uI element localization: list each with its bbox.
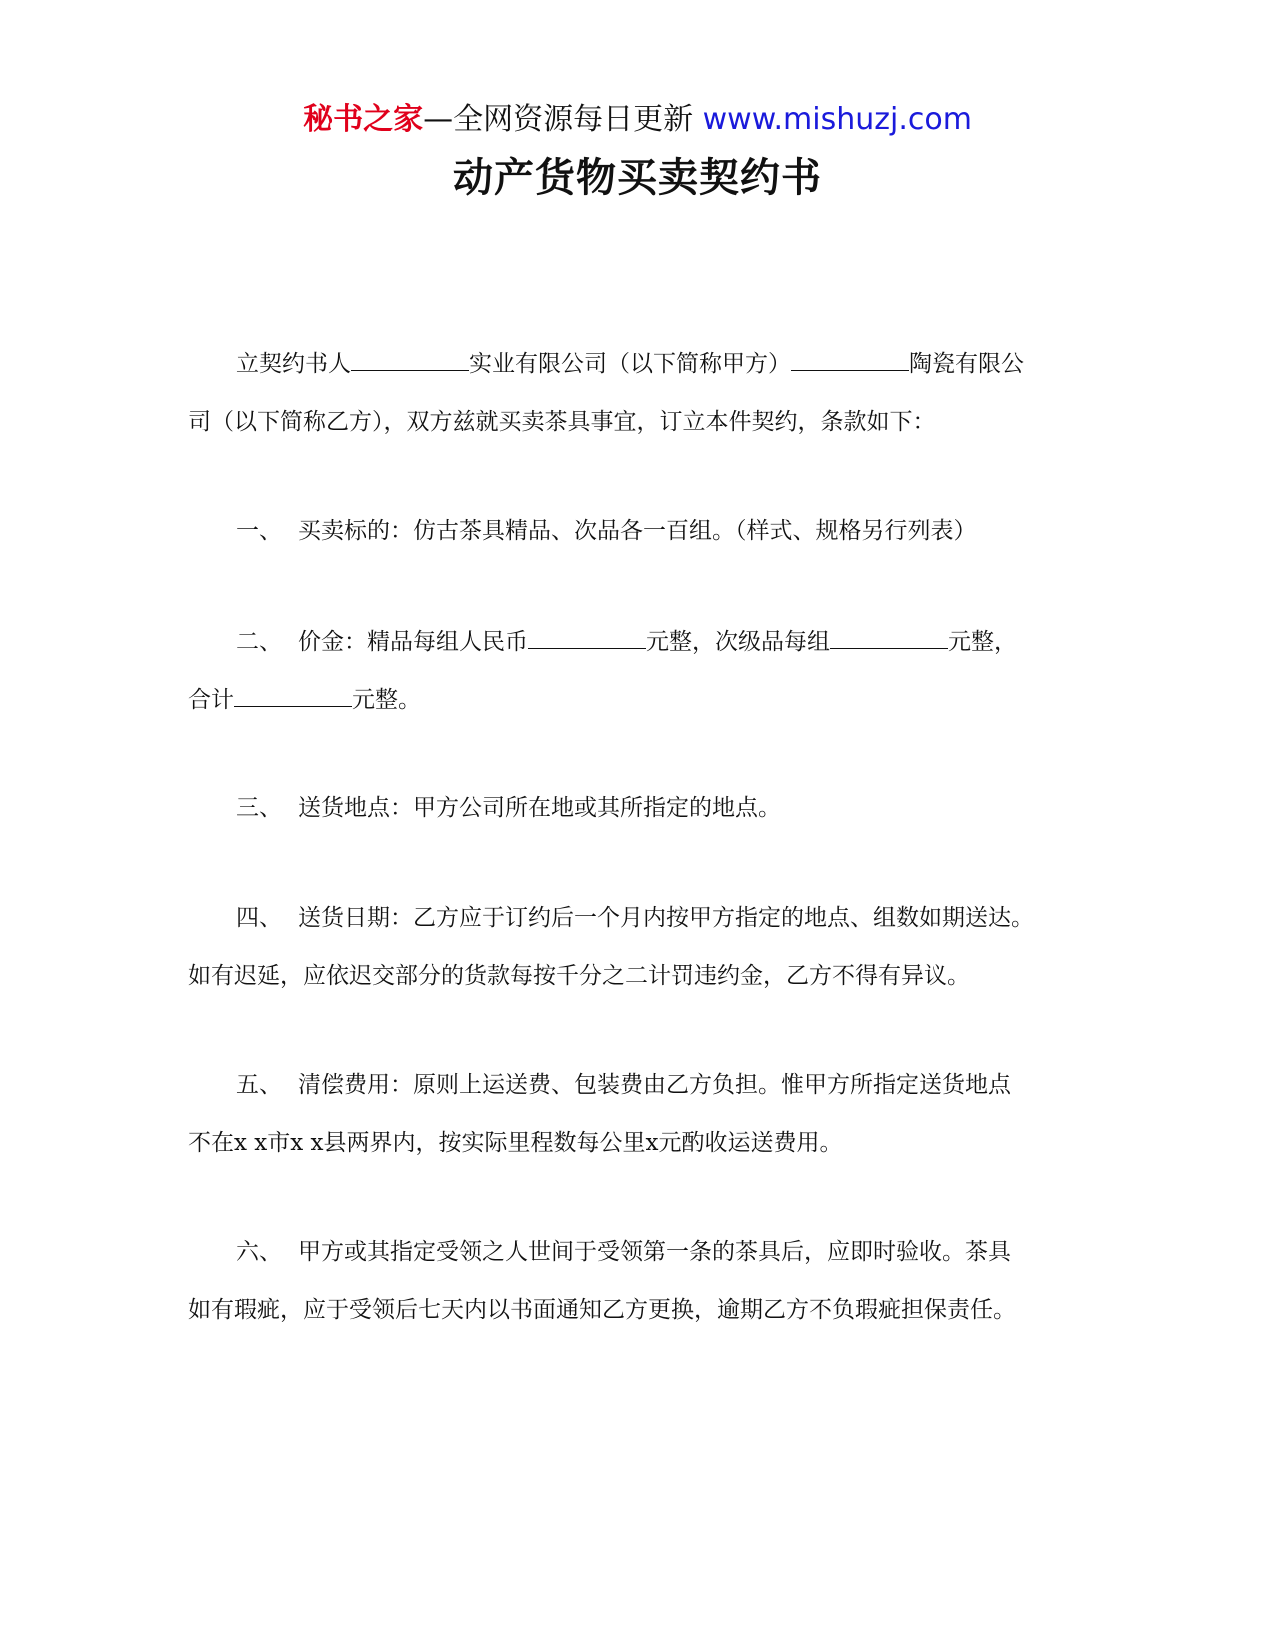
clause-text: 清偿费用：原则上运送费、包装费由乙方负担。惟甲方所指定送货地点 — [298, 1072, 1011, 1098]
clause-3 — [188, 779, 1088, 837]
clause-text: 送货地点：甲方公司所在地或其所指定的地点。 — [298, 795, 781, 821]
clause-4-line-2: 如有迟延，应依迟交部分的货款每按千分之二计罚违约金，乙方不得有异议。 — [188, 963, 970, 989]
intro-paragraph — [188, 335, 1088, 451]
clause-4-line-1 — [188, 889, 1088, 947]
clause-text: 甲方或其指定受领之人世间于受领第一条的茶具后，应即时验收。茶具 — [298, 1239, 1011, 1265]
premium-price-blank — [528, 626, 646, 649]
clause-number: 四、 — [236, 905, 282, 931]
clause-text: 价金：精品每组人民币 — [298, 629, 528, 655]
header-tagline: —全网资源每日更新 — [423, 102, 703, 137]
clause-number: 三、 — [236, 795, 282, 821]
clause-text: 合计 — [188, 687, 234, 713]
clause-6-line-1 — [188, 1223, 1088, 1281]
document-title: 动产货物买卖契约书 — [453, 155, 822, 201]
clause-6-line-2: 如有瑕疵，应于受领后七天内以书面通知乙方更换，逾期乙方不负瑕疵担保责任。 — [188, 1297, 1016, 1323]
party-b-blank — [791, 348, 909, 371]
party-a-blank — [351, 348, 469, 371]
clause-number: 六、 — [236, 1239, 282, 1265]
clause-2-line-2 — [188, 671, 1088, 729]
second-grade-price-blank — [830, 626, 948, 649]
clause-text: 买卖标的：仿古茶具精品、次品各一百组。（样式、规格另行列表） — [298, 518, 977, 544]
clause-5-line-2: 不在x x市x x县两界内，按实际里程数每公里x元酌收运送费用。 — [188, 1130, 843, 1156]
clause-text: 送货日期：乙方应于订约后一个月内按甲方指定的地点、组数如期送达。 — [298, 905, 1034, 931]
clause-2-line-1 — [188, 613, 1088, 671]
brand-name: 秘书之家 — [303, 102, 424, 137]
clause-2 — [188, 613, 1088, 729]
total-price-blank — [234, 684, 352, 707]
clause-5 — [188, 1056, 1088, 1172]
intro-text-1: 立契约书人 — [236, 351, 351, 377]
clause-number: 一、 — [236, 518, 282, 544]
clause-text: 元整， — [948, 629, 1017, 655]
intro-text-2: 实业有限公司（以下简称甲方） — [469, 351, 791, 377]
clause-4 — [188, 889, 1088, 1005]
clause-text: 元整，次级品每组 — [646, 629, 830, 655]
clause-number: 五、 — [236, 1072, 282, 1098]
clause-6 — [188, 1223, 1088, 1339]
site-url-link[interactable]: www.mishuzj.com — [702, 102, 972, 137]
clause-1 — [188, 502, 1088, 560]
site-header — [0, 100, 1275, 140]
intro-line-2: 司（以下简称乙方），双方兹就买卖茶具事宜，订立本件契约，条款如下： — [188, 409, 936, 435]
intro-line-1 — [188, 335, 1088, 393]
clause-number: 二、 — [236, 629, 282, 655]
clause-text: 元整。 — [352, 687, 421, 713]
clause-5-line-1 — [188, 1056, 1088, 1114]
intro-text-3: 陶瓷有限公 — [909, 351, 1024, 377]
